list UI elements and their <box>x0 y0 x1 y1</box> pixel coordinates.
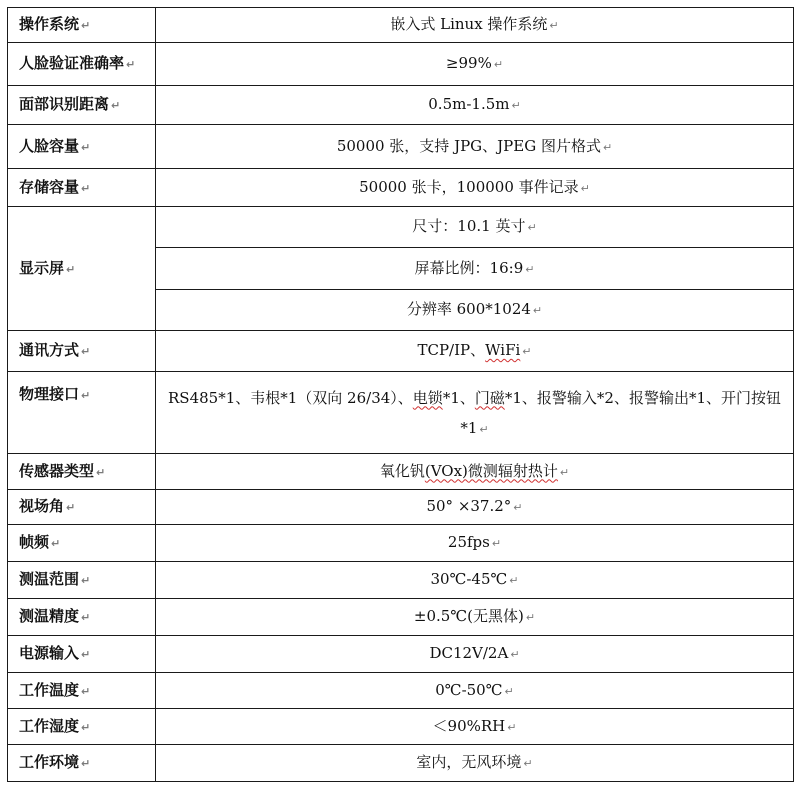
row-os <box>8 8 794 43</box>
row-temp-range <box>8 562 794 599</box>
paragraph-mark: ↵ <box>549 19 559 32</box>
paragraph-mark: ↵ <box>511 99 521 112</box>
value-text: 30℃-45℃ <box>430 570 508 588</box>
row-label <box>8 125 156 169</box>
paragraph-mark: ↵ <box>81 720 91 734</box>
row-value <box>156 490 794 525</box>
row-value <box>156 525 794 562</box>
row-value <box>156 636 794 673</box>
label-text: 存储容量 <box>19 177 80 196</box>
row-label <box>8 43 156 86</box>
label-text: 电源输入 <box>19 644 80 662</box>
row-working-humidity <box>8 709 794 745</box>
row-field-of-view <box>8 490 794 525</box>
row-value <box>156 745 794 782</box>
paragraph-mark: ↵ <box>523 757 533 770</box>
row-physical-interfaces <box>8 372 794 454</box>
row-label <box>8 525 156 562</box>
row-label <box>8 86 156 125</box>
row-label <box>8 599 156 636</box>
paragraph-mark: ↵ <box>66 262 76 276</box>
row-label <box>8 8 156 43</box>
value-text: ≥99% <box>445 54 492 72</box>
row-value <box>156 454 794 490</box>
label-text: 通讯方式 <box>19 341 80 359</box>
value-text: 50000 张，支持 JPG、JPEG 图片格式 <box>336 136 601 155</box>
row-value <box>156 43 794 86</box>
spellcheck-word: 电锁 <box>412 388 443 407</box>
paragraph-mark: ↵ <box>532 304 543 317</box>
value-text: 50000 张卡，100000 事件记录 <box>359 177 579 196</box>
row-label <box>8 372 156 454</box>
paragraph-mark: ↵ <box>507 720 517 734</box>
label-text: 操作系统 <box>19 15 80 33</box>
paragraph-mark: ↵ <box>81 140 91 154</box>
paragraph-mark: ↵ <box>81 684 91 698</box>
row-temp-accuracy <box>8 599 794 636</box>
row-value <box>156 599 794 636</box>
paragraph-mark: ↵ <box>491 537 502 550</box>
label-text: 工作环境 <box>19 753 80 771</box>
row-value <box>156 709 794 745</box>
row-value <box>156 331 794 372</box>
paragraph-mark: ↵ <box>81 611 91 624</box>
value-text: TCP/IP、 <box>417 341 486 359</box>
value-text: 0℃-50℃ <box>435 680 503 699</box>
label-text: 显示屏 <box>19 258 65 277</box>
paragraph-mark: ↵ <box>559 465 570 479</box>
paragraph-mark: ↵ <box>493 58 504 71</box>
paragraph-mark: ↵ <box>580 181 590 195</box>
value-text: RS485*1、韦根*1（双向 26/34）、 <box>168 388 413 407</box>
value-text: 室内，无风环境 <box>416 753 522 771</box>
paragraph-mark: ↵ <box>81 345 91 358</box>
row-recognition-distance <box>8 86 794 125</box>
row-value <box>156 372 794 454</box>
paragraph-mark: ↵ <box>509 574 519 587</box>
row-working-temp <box>8 673 794 709</box>
label-text: 视场角 <box>19 497 65 515</box>
row-label <box>8 207 156 331</box>
row-sensor-type <box>8 454 794 490</box>
paragraph-mark: ↵ <box>527 221 537 234</box>
label-text: 面部识别距离 <box>19 95 110 113</box>
row-label <box>8 745 156 782</box>
row-storage-capacity <box>8 169 794 207</box>
row-value <box>156 8 794 43</box>
label-text: 传感器类型 <box>19 461 95 480</box>
row-value <box>156 248 794 290</box>
paragraph-mark: ↵ <box>510 648 520 661</box>
row-value <box>156 169 794 207</box>
row-value <box>156 86 794 125</box>
value-text: 25fps <box>447 533 490 551</box>
value-text: 氧化钒 <box>379 461 425 480</box>
row-value <box>156 125 794 169</box>
value-text: *1、 <box>442 388 475 407</box>
value-text: 尺寸：10.1 英寸 <box>412 217 526 235</box>
row-label <box>8 331 156 372</box>
paragraph-mark: ↵ <box>81 19 91 32</box>
row-face-capacity <box>8 125 794 169</box>
value-text: 嵌入式 Linux 操作系统 <box>390 15 548 33</box>
paragraph-mark: ↵ <box>522 345 532 358</box>
label-text: 测温范围 <box>19 570 80 588</box>
paragraph-mark: ↵ <box>81 574 91 587</box>
paragraph-mark: ↵ <box>504 684 514 698</box>
row-value <box>156 207 794 248</box>
row-value <box>156 562 794 599</box>
spellcheck-word: (VOx)微测辐射热计 <box>424 461 558 480</box>
row-label <box>8 636 156 673</box>
value-text: *1、报警输入*2、报警输出*1、开门按钮*1 <box>460 388 782 437</box>
label-text: 物理接口 <box>19 385 80 403</box>
paragraph-mark: ↵ <box>602 140 613 154</box>
label-text: 工作温度 <box>19 680 80 699</box>
row-label <box>8 673 156 709</box>
paragraph-mark: ↵ <box>81 389 91 402</box>
spellcheck-word: WiFi <box>485 341 521 359</box>
row-label <box>8 169 156 207</box>
row-label <box>8 490 156 525</box>
value-text: ±0.5℃(无黑体) <box>413 607 524 625</box>
row-label <box>8 454 156 490</box>
label-text: 人脸容量 <box>19 136 80 155</box>
paragraph-mark: ↵ <box>81 181 91 195</box>
label-text: 工作湿度 <box>19 716 80 735</box>
paragraph-mark: ↵ <box>81 757 91 770</box>
label-text: 人脸验证准确率 <box>19 54 125 72</box>
value-text: 0.5m-1.5m <box>428 95 510 113</box>
row-value <box>156 673 794 709</box>
row-communication <box>8 331 794 372</box>
row-working-environment <box>8 745 794 782</box>
row-label <box>8 562 156 599</box>
spellcheck-word: 门磁 <box>474 388 505 407</box>
paragraph-mark: ↵ <box>479 422 489 436</box>
paragraph-mark: ↵ <box>111 99 121 112</box>
value-text: ＜90%RH <box>432 716 506 735</box>
paragraph-mark: ↵ <box>96 465 106 479</box>
paragraph-mark: ↵ <box>525 262 535 276</box>
paragraph-mark: ↵ <box>51 537 61 550</box>
row-label <box>8 709 156 745</box>
paragraph-mark: ↵ <box>81 648 91 661</box>
paragraph-mark: ↵ <box>66 501 76 514</box>
row-value <box>156 290 794 331</box>
row-frame-rate <box>8 525 794 562</box>
row-face-accuracy <box>8 43 794 86</box>
paragraph-mark: ↵ <box>513 501 523 514</box>
value-text: DC12V/2A <box>429 644 509 662</box>
paragraph-mark: ↵ <box>126 58 136 71</box>
value-text: 50° ×37.2° <box>426 497 512 515</box>
label-text: 帧频 <box>19 533 50 551</box>
row-power-input <box>8 636 794 673</box>
paragraph-mark: ↵ <box>525 611 536 624</box>
row-display-size <box>8 207 794 248</box>
label-text: 测温精度 <box>19 607 80 625</box>
spec-table <box>7 7 794 782</box>
value-text: 分辨率 600*1024 <box>406 300 531 318</box>
value-text: 屏幕比例：16:9 <box>414 258 524 277</box>
